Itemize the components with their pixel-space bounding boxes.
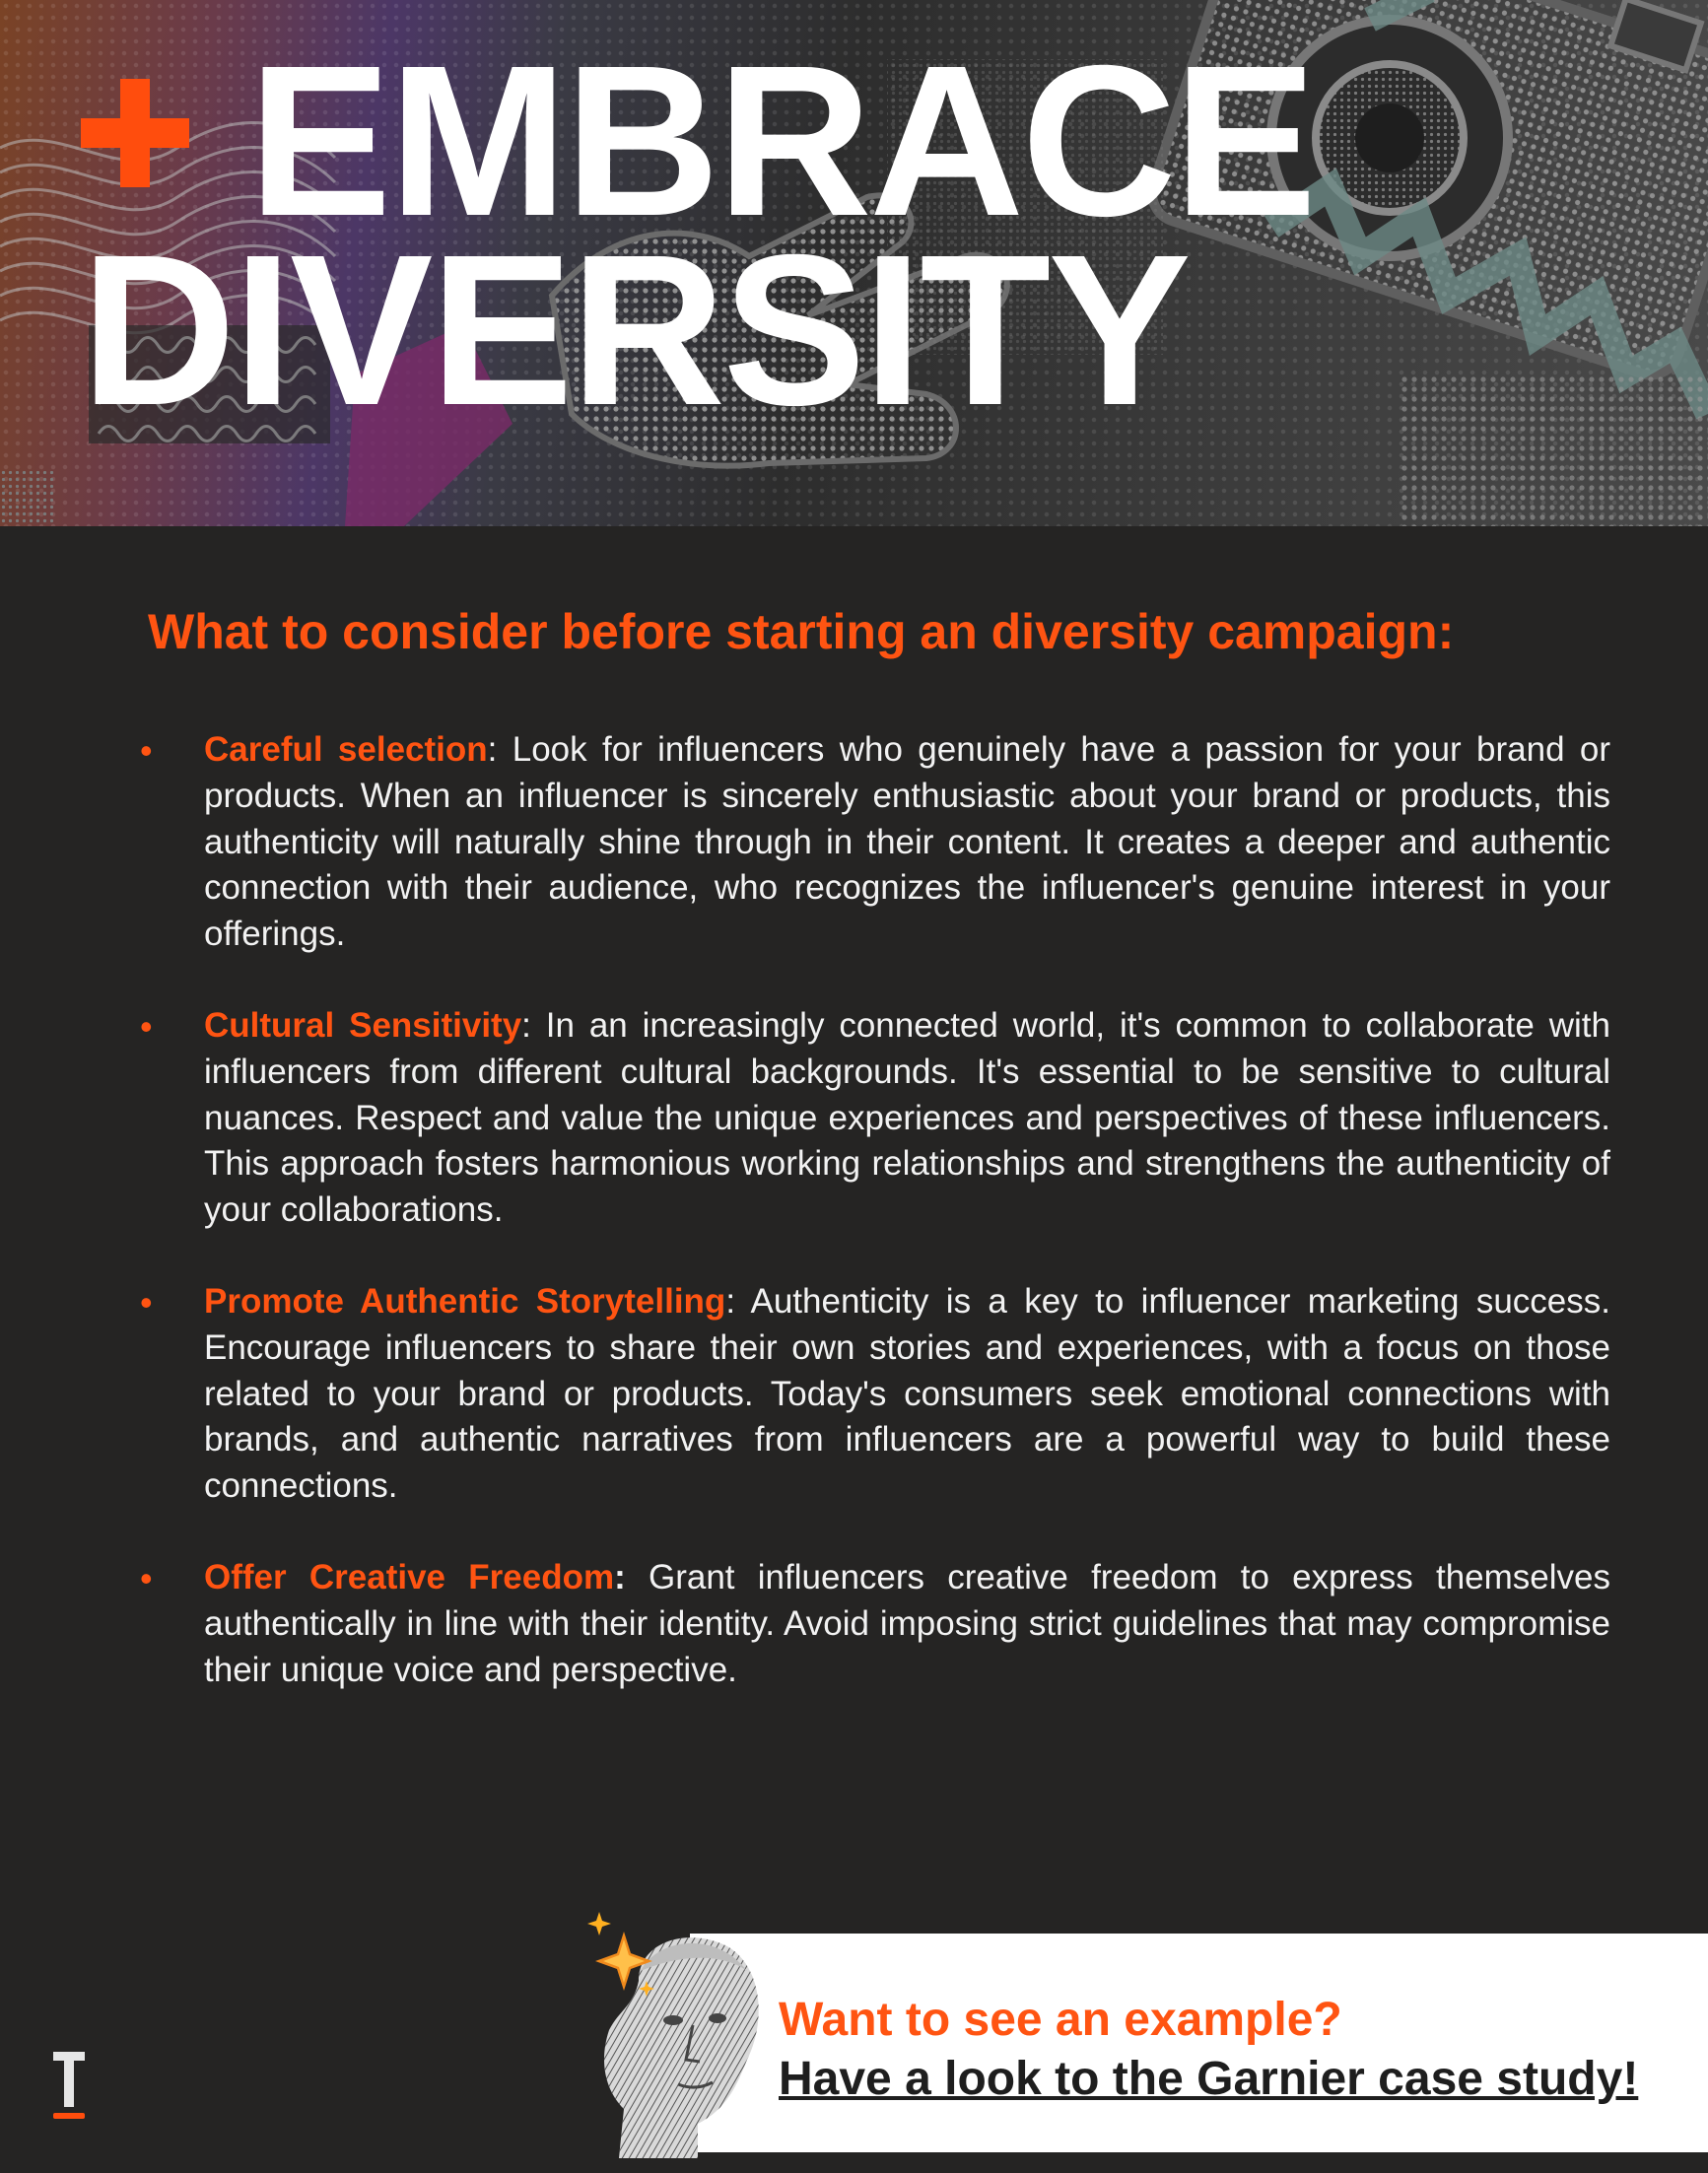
item-term: Cultural Sensitivity: [204, 1005, 522, 1045]
brand-logo-icon: [49, 2050, 89, 2125]
hero-title-line2: DIVERSITY: [81, 211, 1189, 450]
case-study-link[interactable]: Have a look to the Garnier case study!: [779, 2053, 1639, 2105]
considerations-list: [128, 727, 1610, 1738]
section-heading: What to consider before starting an diversity campaign:: [148, 604, 1455, 659]
item-description: Look for influencers who genuinely have a passion for your brand or products. When an influencer is sincerely enthusiastic about your brand or products, this authenticity will naturally shine through in their content. It creates a deeper and authentic connection with their audience, who recognizes the influencer's genuine interest in your offerings.: [204, 730, 1610, 954]
item-description: In an increasingly connected world, it's common to collaborate with influencers from different cultural backgrounds. It's essential to be sensitive to cultural nuances. Respect and value the unique experiences and perspectives of these influencers. This approach fosters harmonious working relationships and strengthens the authenticity of your collaborations.: [204, 1005, 1610, 1230]
list-item: [128, 1279, 1610, 1510]
list-item: [128, 1555, 1610, 1693]
item-term: Promote Authentic Storytelling: [204, 1281, 726, 1321]
bullet-icon: •: [140, 1005, 153, 1047]
item-term: Careful selection: [204, 730, 488, 769]
hero-banner: [0, 0, 1708, 526]
cta-question: Want to see an example?: [779, 1994, 1342, 2046]
item-description: Authenticity is a key to influencer marketing success. Encourage influencers to share their own stories and experiences, with a focus on those related to your brand or products. Today's consumers seek emotional connections with brands, and authentic narratives from influencers are a powerful way to build these connections.: [204, 1281, 1610, 1506]
item-separator: :: [725, 1281, 736, 1321]
item-term: Offer Creative Freedom: [204, 1557, 615, 1596]
item-separator: :: [487, 730, 498, 769]
hero-title: [81, 22, 1315, 450]
item-description: Grant influencers creative freedom to express themselves authentically in line with their identity. Avoid imposing strict guidelines that may compromise their unique voice and perspective.: [204, 1557, 1610, 1689]
item-separator: :: [614, 1557, 626, 1596]
item-separator: :: [521, 1005, 531, 1045]
bullet-icon: •: [140, 1281, 153, 1323]
plus-icon: [81, 79, 189, 187]
hero-title-line1: EMBRACE: [248, 22, 1315, 261]
bullet-icon: •: [140, 1557, 153, 1598]
list-item: [128, 1003, 1610, 1234]
bullet-icon: •: [140, 730, 153, 771]
statue-bust-illustration: [580, 1912, 777, 2158]
list-item: [128, 727, 1610, 958]
